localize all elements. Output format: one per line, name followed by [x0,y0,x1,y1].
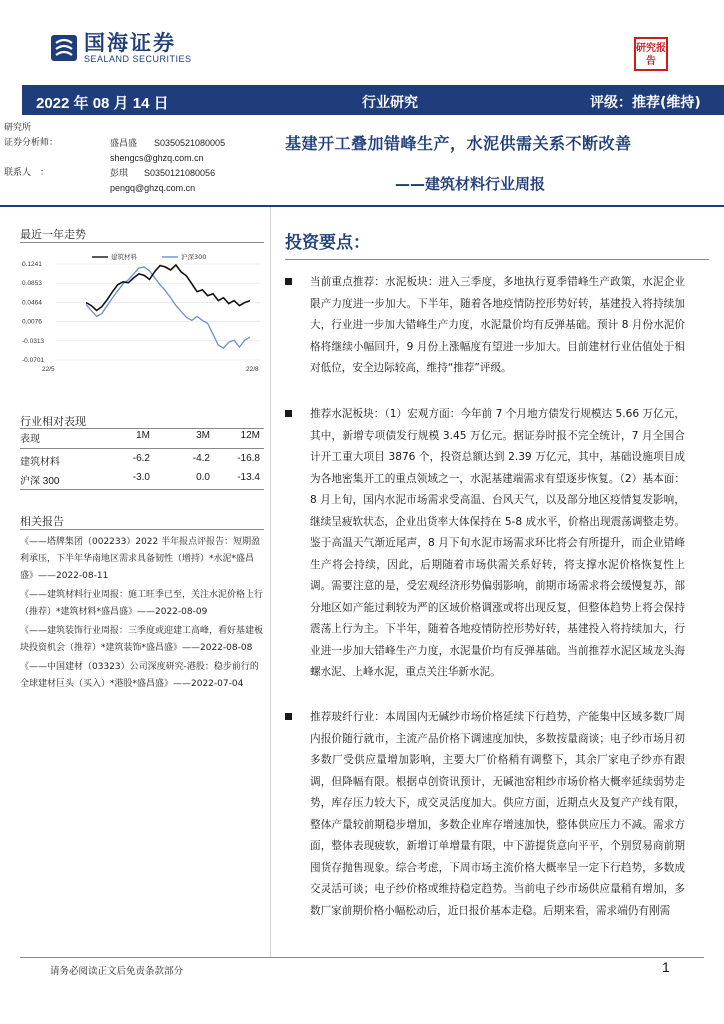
reports-heading-rule [20,529,264,530]
report-subtitle: ——建筑材料行业周报 [395,175,546,193]
paragraph-text: 推荐水泥板块：（1）宏观方面：今年前 7 个月地方债发行规模达 5.66 万亿元，其中，新增专项债发行规模 3.45 万亿元。据证券时报不完全统计，7 月全国合计开工重大项目 3876 个，投资总额达到 2.39 万亿元，其中，基础设施项目成为各地密集开工的重点领域之一，水泥基建端需求有望逐步恢复。（2）基本面：8 月上旬，国内水泥市场需求受高温、台风天气，以及部分地区疫情复发影响，继续呈疲软状态，企业出货率大体保持在 5-8 成水平，价格出现震荡调整走势。鉴于高温天气渐近尾声，8 月下旬水泥市场需求环比将会有所提升，而企业错峰生产将会持续，因此，后期随着市场供需关系好转，将支撑水泥价格恢复性上调。需要注意的是，受宏观经济形势偏弱影响，前期市场需求将会缓慢复苏，部分地区如产能过剩较为严的区域价格调涨或将出现反复，但整体趋势上将会保持震荡上行为主。下半年，随着各地疫情防控形势好转，基建投入将持续加大，行业进一步加大错峰生产力度，水泥量价均有反弹基础。当前推荐水泥区域龙头海螺水泥、上峰水泥，重点关注华新水泥。 [310,408,685,678]
perf-table-bottom-rule [20,489,264,490]
highlight-paragraph [285,707,685,922]
chart-gridlines [56,264,260,360]
y-tick-label: -0.0313 [22,337,45,345]
footer-disclaimer: 请务必阅读正文后免责条款部分 [50,966,184,977]
y-tick-label: 0.0853 [22,280,42,288]
report-header [0,0,724,82]
legend-label: 沪深300 [181,253,207,261]
perf-cell: 0.0 [196,472,210,483]
perf-cell: -13.4 [237,472,260,483]
chart-y-tick-labels [22,261,44,364]
contact-id: S0350121080056 [144,168,216,178]
company-logo [50,32,192,64]
perf-cell: 建筑材料 [20,457,60,468]
report-title: 基建开工叠加错峰生产，水泥供需关系不断改善 [285,134,632,153]
perf-cell: -16.8 [237,453,260,464]
footer-rule [20,957,704,958]
analyst-info [4,121,274,196]
page-number: 1 [662,959,670,975]
chart-series-lines [86,265,250,348]
x-start-label: 22/5 [42,366,55,373]
perf-header-cell: 1M [136,430,150,441]
perf-cell: -6.2 [132,453,150,464]
perf-header-cell: 3M [196,430,210,441]
performance-table [20,430,264,491]
perf-header-row [20,430,264,449]
investment-highlights-heading: 投资要点： [285,233,370,253]
y-tick-label: 0.0076 [22,318,42,326]
analyst-name: 盛昌盛 [110,138,138,148]
paragraph-text: 当前重点推荐：水泥板块：进入三季度，多地执行夏季错峰生产政策，水泥企业限产力度进一步加大。下半年，随着各地疫情防控形势好转，基建投入将持续加大，行业进一步加大错峰生产力度，水泥量价均有反弹基础。预计 8 月份水泥价格将继续小幅回升，9 月份上涨幅度有望进一步加大。目前建材行业估值处于相对低位，安全边际较高，维持“推荐”评级。 [310,276,685,374]
perf-heading: 行业相对表现 [20,415,86,428]
logo-chinese-name: 国海证券 [84,31,176,55]
rating-label: 评级：推荐(维持) [590,95,701,111]
contact-email[interactable]: pengq@ghzq.com.cn [110,183,196,193]
analyst-label: 证券分析师： [4,138,59,148]
y-tick-label: 0.0464 [22,299,42,307]
contact-label: 联系人 ： [4,168,50,178]
related-report-item[interactable]: 《——建筑装饰行业周报：三季度或迎建工高峰，看好基建板块投资机会（推荐）*建筑装饰*盛昌盛》——2022-08-08 [20,626,264,653]
column-divider [270,207,271,957]
perf-row [20,453,264,472]
series-line [86,265,250,311]
info-bar [22,85,724,115]
analyst-id: S0350521080005 [154,138,226,148]
bullet-square-icon [285,410,292,417]
perf-cell: -3.0 [132,472,150,483]
perf-header-cell: 12M [240,430,260,441]
related-reports [20,534,266,695]
perf-cell: 沪深 300 [20,476,60,487]
related-report-item[interactable]: 《——中国建材（03323）公司深度研究-港股：稳步前行的全球建材巨头（买入）*港股*盛昌盛》——2022-07-04 [20,662,259,689]
main-heading-rule [285,259,709,260]
legend-label: 建筑材料 [111,253,137,261]
perf-header-cell: 表现 [20,434,40,445]
analyst-email[interactable]: shengcs@ghzq.com.cn [110,153,204,163]
sealand-logo-icon [50,33,78,63]
bullet-square-icon [285,713,292,720]
chart-legend [92,252,206,261]
report-date: 2022 年 08 月 14 日 [36,95,169,112]
report-type: 行业研究 [362,95,418,111]
highlight-paragraph [285,272,685,380]
reports-heading: 相关报告 [20,515,64,528]
header-divider [0,205,724,207]
series-line [86,267,250,348]
dept-label: 研究所 [4,123,32,133]
bullet-square-icon [285,278,292,285]
trend-heading: 最近一年走势 [20,228,86,241]
perf-cell: -4.2 [192,453,210,464]
trend-heading-rule [20,242,264,243]
paragraph-text: 推荐玻纤行业：本周国内无碱纱市场价格延续下行趋势，产能集中区域多数厂周内报价随行就市，主流产品价格下调速度加快，多数按量商谈；电子纱市场月初多数厂受供应量增加影响，主要大厂价格稍有调整下，其余厂家电子纱亦有跟调，但降幅有限。根据卓创资讯预计，无碱池窑粗纱市场价格大概率延续弱势走势，库存压力较大下，成交灵活度加大。供应方面，近期点火及复产产线有限，整体产量较前期稳步增加，多数企业库存增速加快，整体供应压力不减。需求方面，整体表现疲软，新增订单增量有限，中下游提货意向平平，个别贸易商前期囤货存抛售现象。综合考虑，下周市场主流价格大概率呈一定下行趋势，多数成交灵活可谈；电子纱价格或维持稳定趋势。当前电子纱市场供应量稍有增加，多数厂家前期价格小幅松动后，近日报价基本走稳。后期来看，需求端仍有刚需 [310,711,685,917]
contact-name: 彭琪 [110,168,129,178]
y-tick-label: -0.0701 [22,357,45,364]
research-stamp: 研究报告 [634,37,668,71]
perf-heading-rule [20,428,264,429]
related-report-item[interactable]: 《——塔牌集团（002233）2022 半年报点评报告：短期盈利承压，下半年华南地区需求具备韧性（增持）*水泥*盛昌盛》——2022-08-11 [20,537,261,581]
highlight-paragraph [285,404,685,684]
trend-chart [20,246,264,376]
x-end-label: 22/8 [246,366,259,373]
logo-english-name: SEALAND SECURITIES [84,54,192,64]
related-report-item[interactable]: 《——建筑材料行业周报：施工旺季已至，关注水泥价格上行（推荐）*建筑材料*盛昌盛》——2022-08-09 [20,590,264,617]
y-tick-label: 0.1241 [22,261,42,268]
